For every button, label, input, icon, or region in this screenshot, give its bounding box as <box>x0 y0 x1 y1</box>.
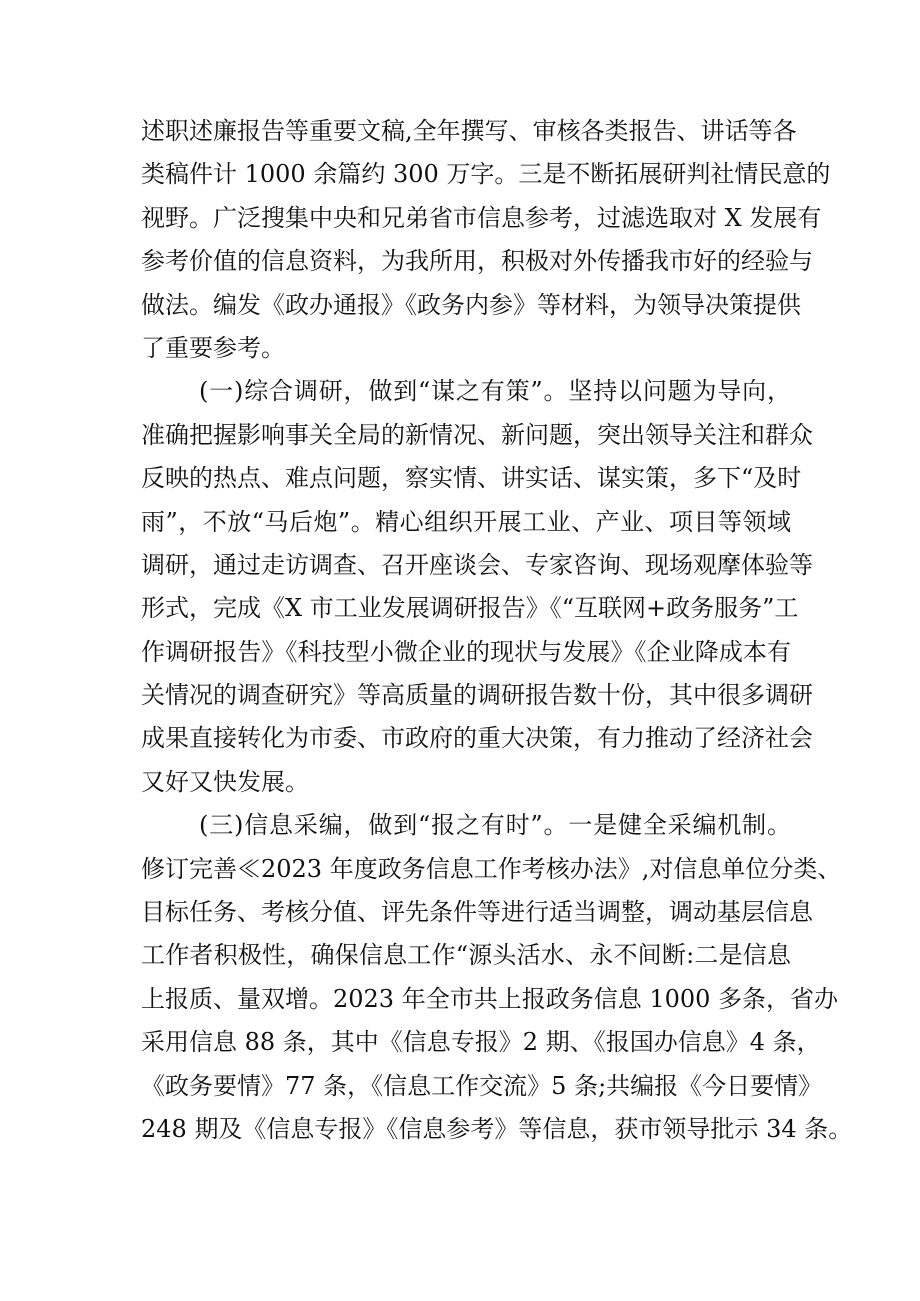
paragraph-2 <box>141 370 813 804</box>
text-line: 反映的热点、难点问题，察实情、讲实话、谋实策，多下“及时 <box>141 464 802 493</box>
text-line: 调研，通过走访调查、召开座谈会、专家咨询、现场观摩体验等 <box>141 550 813 579</box>
paragraph-1 <box>141 110 831 370</box>
text-line: 成果直接转化为市委、市政府的重大决策，有力推动了经济社会 <box>141 724 813 753</box>
text-line: 采用信息 88 条，其中《信息专报》2 期、《报国办信息》4 条， <box>141 1028 821 1057</box>
text-line: 述职述廉报告等重要文稿,全年撰写、审核各类报告、讲话等各 <box>141 117 797 145</box>
text-line: (三)信息采编，做到“报之有时”。一是健全采编机制。 <box>199 811 791 840</box>
paragraph-3 <box>141 804 853 1151</box>
text-line: 视野。广泛搜集中央和兄弟省市信息参考，过滤选取对 X 发展有 <box>141 203 822 232</box>
text-line: 做法。编发《政办通报》《政务内参》等材料，为领导决策提供 <box>141 290 801 319</box>
text-line: 雨”，不放“马后炮”。精心组织开展工业、产业、项目等领域 <box>141 507 791 536</box>
text-line: 作调研报告》《科技型小微企业的现状与发展》《企业降成本有 <box>141 637 791 666</box>
text-line: 类稿件计 1000 余篇约 300 万字。三是不断拓展研判社情民意的 <box>141 160 831 189</box>
text-line: 又好又快发展。 <box>141 767 309 796</box>
document-body <box>141 110 853 1151</box>
text-line: 《政务要情》77 条，《信息工作交流》5 条;共编报《今日要情》 <box>141 1071 823 1100</box>
text-line: 关情况的调查研究》等高质量的调研报告数十份，其中很多调研 <box>141 681 813 710</box>
text-line: 参考价值的信息资料，为我所用，积极对外传播我市好的经验与 <box>141 247 813 276</box>
text-line: (一)综合调研，做到“谋之有策”。坚持以问题为导向， <box>199 377 791 406</box>
text-line: 工作者积极性，确保信息工作“源头活水、永不间断:二是信息 <box>141 941 791 970</box>
text-line: 形式，完成《X 市工业发展调研报告》《“互联网+政务服务”工 <box>141 594 799 623</box>
text-line: 上报质、量双增。2023 年全市共上报政务信息 1000 多条，省办 <box>141 984 839 1013</box>
text-line: 目标任务、考核分值、评先条件等进行适当调整，调动基层信息 <box>141 898 813 927</box>
text-line: 准确把握影响事关全局的新情况、新问题，突出领导关注和群众 <box>141 420 813 449</box>
text-line: 修订完善≪2023 年度政务信息工作考核办法》,对信息单位分类、 <box>141 854 842 883</box>
text-line: 了重要参考。 <box>141 333 285 362</box>
text-line: 248 期及《信息专报》《信息参考》等信息，获市领导批示 34 条。 <box>141 1114 853 1143</box>
